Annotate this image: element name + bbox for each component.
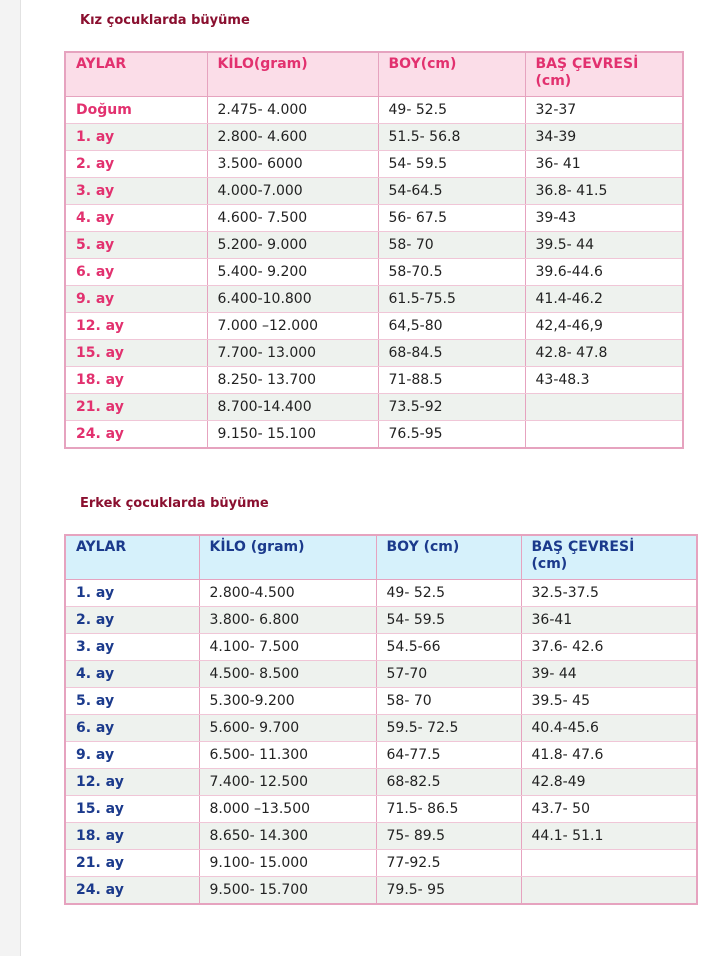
- cell-head-circumference: 36- 41: [525, 151, 683, 178]
- cell-weight: 5.600- 9.700: [199, 715, 376, 742]
- table-row: [65, 661, 697, 688]
- cell-head-circumference: 32.5-37.5: [521, 580, 697, 607]
- cell-height: 54- 59.5: [376, 607, 521, 634]
- table-row: [65, 124, 683, 151]
- cell-head-circumference: 37.6- 42.6: [521, 634, 697, 661]
- cell-month: 6. ay: [65, 259, 207, 286]
- cell-height: 68-82.5: [376, 769, 521, 796]
- cell-head-circumference: 39-43: [525, 205, 683, 232]
- cell-height: 57-70: [376, 661, 521, 688]
- header-head-circumference: [525, 52, 683, 97]
- cell-weight: 2.475- 4.000: [207, 97, 378, 124]
- cell-weight: 6.500- 11.300: [199, 742, 376, 769]
- header-months: AYLAR: [65, 535, 199, 580]
- header-head-circumference-text: BAŞ ÇEVRESİ (cm): [535, 56, 639, 89]
- table-row: [65, 394, 683, 421]
- cell-height: 71.5- 86.5: [376, 796, 521, 823]
- table-row: [65, 634, 697, 661]
- boys-growth-table: [64, 534, 698, 905]
- cell-height: 58- 70: [378, 232, 525, 259]
- cell-height: 76.5-95: [378, 421, 525, 449]
- cell-head-circumference: [525, 394, 683, 421]
- cell-month: 24. ay: [65, 877, 199, 905]
- cell-month: 5. ay: [65, 232, 207, 259]
- cell-height: 64-77.5: [376, 742, 521, 769]
- cell-head-circumference: 36-41: [521, 607, 697, 634]
- cell-month: 1. ay: [65, 124, 207, 151]
- cell-month: 1. ay: [65, 580, 199, 607]
- cell-month: 15. ay: [65, 796, 199, 823]
- cell-height: 49- 52.5: [376, 580, 521, 607]
- cell-month: 21. ay: [65, 850, 199, 877]
- header-head-circumference-text: BAŞ ÇEVRESİ (cm): [531, 539, 635, 572]
- table-row: [65, 877, 697, 905]
- cell-weight: 3.500- 6000: [207, 151, 378, 178]
- table-row: [65, 367, 683, 394]
- cell-height: 64,5-80: [378, 313, 525, 340]
- cell-weight: 5.200- 9.000: [207, 232, 378, 259]
- cell-head-circumference: 44.1- 51.1: [521, 823, 697, 850]
- cell-weight: 9.150- 15.100: [207, 421, 378, 449]
- cell-head-circumference: 42.8- 47.8: [525, 340, 683, 367]
- cell-height: 58-70.5: [378, 259, 525, 286]
- table-row: [65, 850, 697, 877]
- cell-month: 12. ay: [65, 313, 207, 340]
- cell-head-circumference: 40.4-45.6: [521, 715, 697, 742]
- cell-head-circumference: 41.4-46.2: [525, 286, 683, 313]
- cell-month: 2. ay: [65, 151, 207, 178]
- cell-month: 5. ay: [65, 688, 199, 715]
- cell-weight: 8.000 –13.500: [199, 796, 376, 823]
- table-row: [65, 742, 697, 769]
- cell-height: 54-64.5: [378, 178, 525, 205]
- header-head-circumference: [521, 535, 697, 580]
- cell-weight: 7.400- 12.500: [199, 769, 376, 796]
- table-header-row: [65, 52, 683, 97]
- table-row: [65, 688, 697, 715]
- cell-month: 9. ay: [65, 286, 207, 313]
- cell-month: 2. ay: [65, 607, 199, 634]
- cell-height: 58- 70: [376, 688, 521, 715]
- table-row: [65, 97, 683, 124]
- cell-weight: 4.500- 8.500: [199, 661, 376, 688]
- cell-height: 51.5- 56.8: [378, 124, 525, 151]
- cell-height: 56- 67.5: [378, 205, 525, 232]
- cell-weight: 5.400- 9.200: [207, 259, 378, 286]
- cell-month: Doğum: [65, 97, 207, 124]
- cell-month: 12. ay: [65, 769, 199, 796]
- cell-month: 24. ay: [65, 421, 207, 449]
- cell-head-circumference: 39- 44: [521, 661, 697, 688]
- cell-month: 9. ay: [65, 742, 199, 769]
- table-row: [65, 178, 683, 205]
- cell-height: 68-84.5: [378, 340, 525, 367]
- cell-height: 61.5-75.5: [378, 286, 525, 313]
- cell-weight: 7.700- 13.000: [207, 340, 378, 367]
- cell-head-circumference: 39.5- 44: [525, 232, 683, 259]
- cell-weight: 9.500- 15.700: [199, 877, 376, 905]
- cell-weight: 3.800- 6.800: [199, 607, 376, 634]
- header-height: BOY (cm): [376, 535, 521, 580]
- cell-head-circumference: [521, 850, 697, 877]
- cell-head-circumference: 39.5- 45: [521, 688, 697, 715]
- cell-height: 73.5-92: [378, 394, 525, 421]
- cell-height: 71-88.5: [378, 367, 525, 394]
- cell-head-circumference: 43.7- 50: [521, 796, 697, 823]
- cell-height: 77-92.5: [376, 850, 521, 877]
- table-row: [65, 796, 697, 823]
- cell-weight: 8.650- 14.300: [199, 823, 376, 850]
- table-row: [65, 232, 683, 259]
- cell-weight: 6.400-10.800: [207, 286, 378, 313]
- cell-month: 21. ay: [65, 394, 207, 421]
- cell-head-circumference: 36.8- 41.5: [525, 178, 683, 205]
- cell-weight: 7.000 –12.000: [207, 313, 378, 340]
- boys-section-title: Erkek çocuklarda büyüme: [80, 496, 269, 511]
- cell-month: 4. ay: [65, 205, 207, 232]
- table-row: [65, 580, 697, 607]
- header-height: BOY(cm): [378, 52, 525, 97]
- table-row: [65, 313, 683, 340]
- cell-month: 4. ay: [65, 661, 199, 688]
- cell-height: 75- 89.5: [376, 823, 521, 850]
- left-sidebar-strip: [0, 0, 21, 956]
- cell-head-circumference: 39.6-44.6: [525, 259, 683, 286]
- cell-weight: 4.600- 7.500: [207, 205, 378, 232]
- table-header-row: [65, 535, 697, 580]
- cell-weight: 4.000-7.000: [207, 178, 378, 205]
- girls-section-title: Kız çocuklarda büyüme: [80, 13, 250, 28]
- cell-month: 3. ay: [65, 634, 199, 661]
- cell-height: 54- 59.5: [378, 151, 525, 178]
- table-row: [65, 205, 683, 232]
- table-row: [65, 286, 683, 313]
- table-row: [65, 151, 683, 178]
- cell-weight: 2.800- 4.600: [207, 124, 378, 151]
- cell-weight: 4.100- 7.500: [199, 634, 376, 661]
- cell-head-circumference: [525, 421, 683, 449]
- table-row: [65, 607, 697, 634]
- cell-height: 79.5- 95: [376, 877, 521, 905]
- cell-month: 3. ay: [65, 178, 207, 205]
- cell-head-circumference: 42.8-49: [521, 769, 697, 796]
- cell-head-circumference: [521, 877, 697, 905]
- cell-weight: 2.800-4.500: [199, 580, 376, 607]
- cell-weight: 8.700-14.400: [207, 394, 378, 421]
- table-row: [65, 421, 683, 449]
- cell-month: 18. ay: [65, 367, 207, 394]
- cell-height: 59.5- 72.5: [376, 715, 521, 742]
- cell-weight: 8.250- 13.700: [207, 367, 378, 394]
- table-row: [65, 715, 697, 742]
- cell-weight: 5.300-9.200: [199, 688, 376, 715]
- cell-month: 18. ay: [65, 823, 199, 850]
- cell-head-circumference: 32-37: [525, 97, 683, 124]
- table-row: [65, 823, 697, 850]
- cell-head-circumference: 41.8- 47.6: [521, 742, 697, 769]
- cell-height: 54.5-66: [376, 634, 521, 661]
- cell-head-circumference: 42,4-46,9: [525, 313, 683, 340]
- cell-weight: 9.100- 15.000: [199, 850, 376, 877]
- table-row: [65, 769, 697, 796]
- header-months: AYLAR: [65, 52, 207, 97]
- girls-growth-table: [64, 51, 684, 449]
- table-row: [65, 259, 683, 286]
- header-weight: KİLO(gram): [207, 52, 378, 97]
- table-row: [65, 340, 683, 367]
- cell-head-circumference: 34-39: [525, 124, 683, 151]
- cell-height: 49- 52.5: [378, 97, 525, 124]
- cell-month: 15. ay: [65, 340, 207, 367]
- cell-month: 6. ay: [65, 715, 199, 742]
- header-weight: KİLO (gram): [199, 535, 376, 580]
- cell-head-circumference: 43-48.3: [525, 367, 683, 394]
